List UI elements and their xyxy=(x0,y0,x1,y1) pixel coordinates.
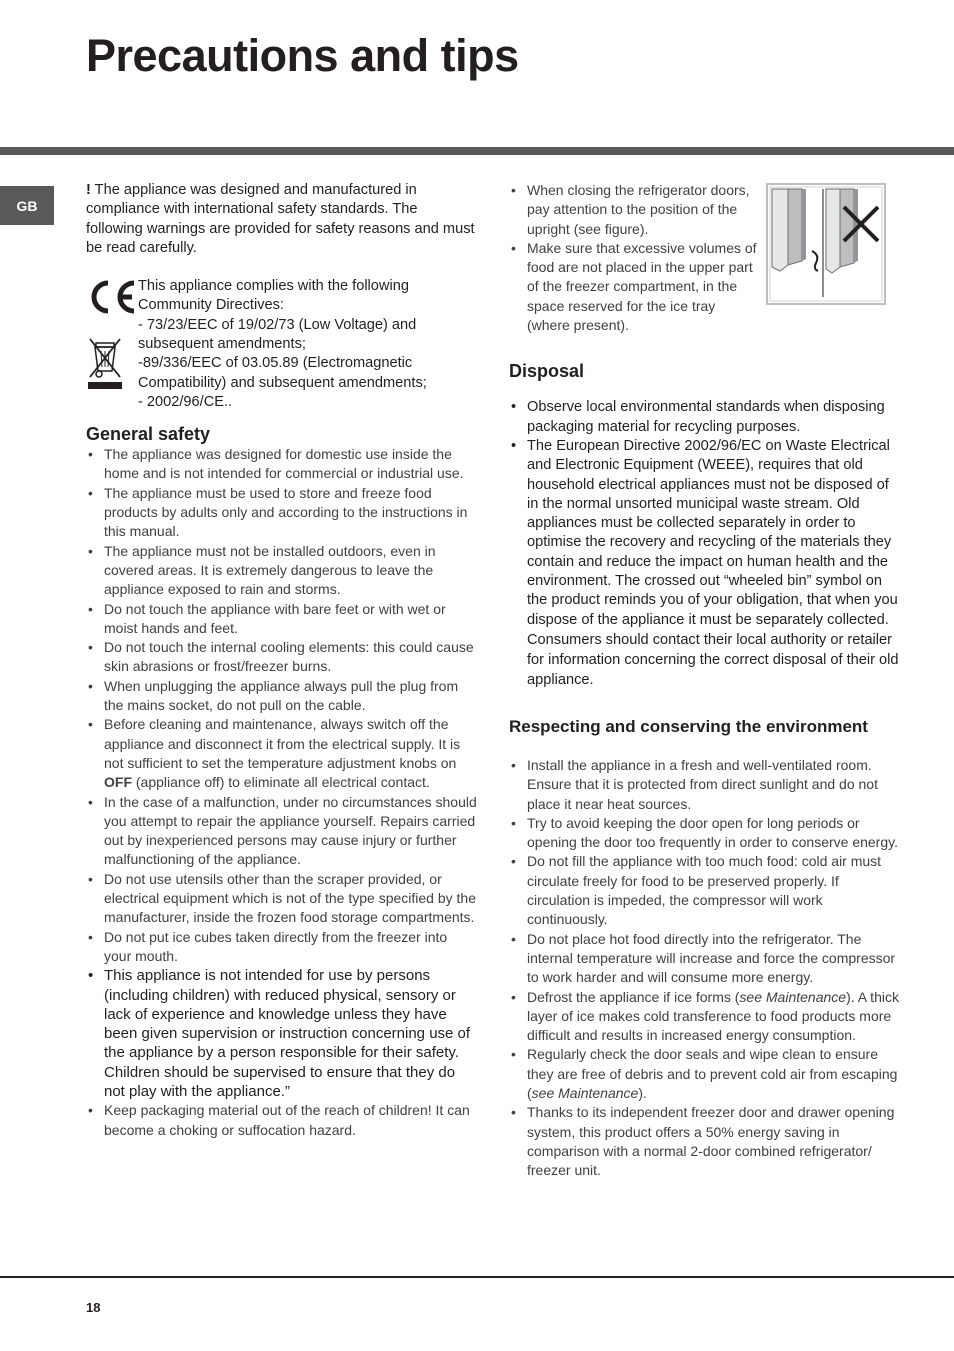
disposal-heading: Disposal xyxy=(509,361,585,382)
page-title: Precautions and tips xyxy=(86,30,519,81)
right-column xyxy=(509,181,899,1180)
list-item: • In the case of a malfunction, under no circumstances should you attempt to repair the appliance yourself. Repairs carried out by inexperienced persons may cause injury or further malfunctioning of the appliance. xyxy=(86,793,478,870)
list-item: • The appliance was designed for domestic use inside the home and is not intended for commercial or industrial use. xyxy=(86,445,478,484)
off-label: OFF xyxy=(104,774,132,791)
list-item: • Do not place hot food directly into the refrigerator. The internal temperature will increase and force the compressor to work harder and will consume more energy. xyxy=(509,930,899,988)
list-item: • This appliance is not intended for use by persons (including children) with reduced physical, sensory or lack of experience and knowledge unless they have been given supervision or instruction concerning use of the appliance by a person responsible for their safety. Children should be supervised to ensure that they do not play with the appliance.” xyxy=(86,966,478,1101)
list-item: • Do not use utensils other than the scraper provided, or electrical equipment which is not of the type specified by the manufacturer, inside the frozen food storage compartments. xyxy=(86,870,478,928)
list-item: • Do not touch the appliance with bare feet or with wet or moist hands and feet. xyxy=(86,600,478,639)
item-text: Regularly check the door seals and wipe clean to ensure they are free of debris and to prevent cold air from escaping ( xyxy=(527,1046,898,1101)
closing-list xyxy=(509,181,759,335)
list-item: • Do not put ice cubes taken directly from the freezer into your mouth. xyxy=(86,928,478,967)
list-item: • Install the appliance in a fresh and well-ventilated room. Ensure that it is protected from direct sunlight and do not place it near heat sources. xyxy=(509,756,899,814)
directive-line: Compatibility) and subsequent amendments; xyxy=(138,374,427,391)
ce-mark-icon xyxy=(86,277,138,317)
disposal-list xyxy=(509,398,899,630)
item-text: Before cleaning and maintenance, always switch off the appliance and disconnect it from the electrical supply. It is not sufficient to set the temperature adjustment knobs on xyxy=(104,716,461,771)
list-item: • Thanks to its independent freezer door and drawer opening system, this product offers a 50% energy saving in comparison with a normal 2-door combined refrigerator/ freezer unit. xyxy=(509,1103,899,1180)
list-item xyxy=(86,715,478,792)
directives-text xyxy=(138,277,483,412)
environment-heading: Respecting and conserving the environment xyxy=(509,716,868,736)
list-item: • Keep packaging material out of the reach of children! It can become a choking or suffocation hazard. xyxy=(86,1101,478,1140)
directive-line: -89/336/EEC of 03.05.89 (Electromagnetic xyxy=(138,355,413,372)
list-item xyxy=(509,988,899,1046)
list-item: • When closing the refrigerator doors, pay attention to the position of the upright (see figure). xyxy=(509,181,759,239)
language-tab: GB xyxy=(0,186,54,225)
directive-line: - 2002/96/CE.. xyxy=(138,393,233,410)
list-item: • The European Directive 2002/96/EC on Waste Electrical and Electronic Equipment (WEEE), requires that old household electrical appliances must not be disposed of in the normal unsorted municipal waste stream. Old appliances must be collected separately in order to optimise the recovery and recycling of the materials they contain and reduce the impact on human health and the environment. The crossed out “wheeled bin” symbol on the product reminds you of your obligation, that when you dispose of the appliance it must be separately collected. xyxy=(509,437,899,630)
item-text: Defrost the appliance if ice forms ( xyxy=(527,988,740,1005)
header-rule xyxy=(0,147,954,155)
page-number: 18 xyxy=(86,1300,101,1315)
item-text: ). A thick layer of ice makes cold transference to food products more difficult and results in increased energy consumption. xyxy=(527,988,899,1044)
item-text: (appliance off) to eliminate all electrical contact. xyxy=(132,774,430,791)
maintenance-reference: see Maintenance xyxy=(739,988,847,1005)
environment-list xyxy=(509,756,899,1181)
general-safety-list xyxy=(86,445,478,1140)
directives-block xyxy=(86,277,478,411)
list-item: • The appliance must not be installed outdoors, even in covered areas. It is extremely dangerous to leave the appliance exposed to rain and storms. xyxy=(86,542,478,600)
intro-text: The appliance was designed and manufactured in compliance with international safety standards. The following warnings are provided for safety reasons and must be read carefully. xyxy=(86,182,475,256)
list-item: • Do not fill the appliance with too much food: cold air must circulate freely for food to be preserved properly. If circulation is impeded, the compressor will work continuously. xyxy=(509,852,899,929)
list-item: • When unplugging the appliance always pull the plug from the mains socket, do not pull on the cable. xyxy=(86,677,478,716)
directive-line: Community Directives: xyxy=(138,297,284,314)
list-item xyxy=(509,1045,899,1103)
item-text: ). xyxy=(638,1084,647,1101)
warning-mark: ! xyxy=(86,182,91,198)
list-item: • Do not touch the internal cooling elements: this could cause skin abrasions or frost/freezer burns. xyxy=(86,638,478,677)
directive-line: This appliance complies with the following xyxy=(138,278,409,295)
list-item: • Try to avoid keeping the door open for long periods or opening the door too frequently in order to conserve energy. xyxy=(509,814,899,853)
footer-rule xyxy=(0,1276,954,1278)
consumers-note: Consumers should contact their local authority or retailer for information concerning the correct disposal of their old appliance. xyxy=(527,631,899,688)
maintenance-reference: see Maintenance xyxy=(531,1084,639,1101)
left-column xyxy=(86,181,478,1140)
directive-line: subsequent amendments; xyxy=(138,336,306,353)
list-item: • Make sure that excessive volumes of food are not placed in the upper part of the freezer compartment, in the space reserved for the ice tray (where present). xyxy=(509,239,759,335)
directive-line: - 73/23/EEC of 19/02/73 (Low Voltage) and xyxy=(138,316,417,333)
list-item: • Observe local environmental standards when disposing packaging material for recycling purposes. xyxy=(509,398,899,437)
intro-warning xyxy=(86,181,478,258)
crossed-bin-icon xyxy=(86,335,124,391)
general-safety-heading: General safety xyxy=(86,424,211,445)
list-item: • The appliance must be used to store and freeze food products by adults only and according to the instructions in this manual. xyxy=(86,484,478,542)
